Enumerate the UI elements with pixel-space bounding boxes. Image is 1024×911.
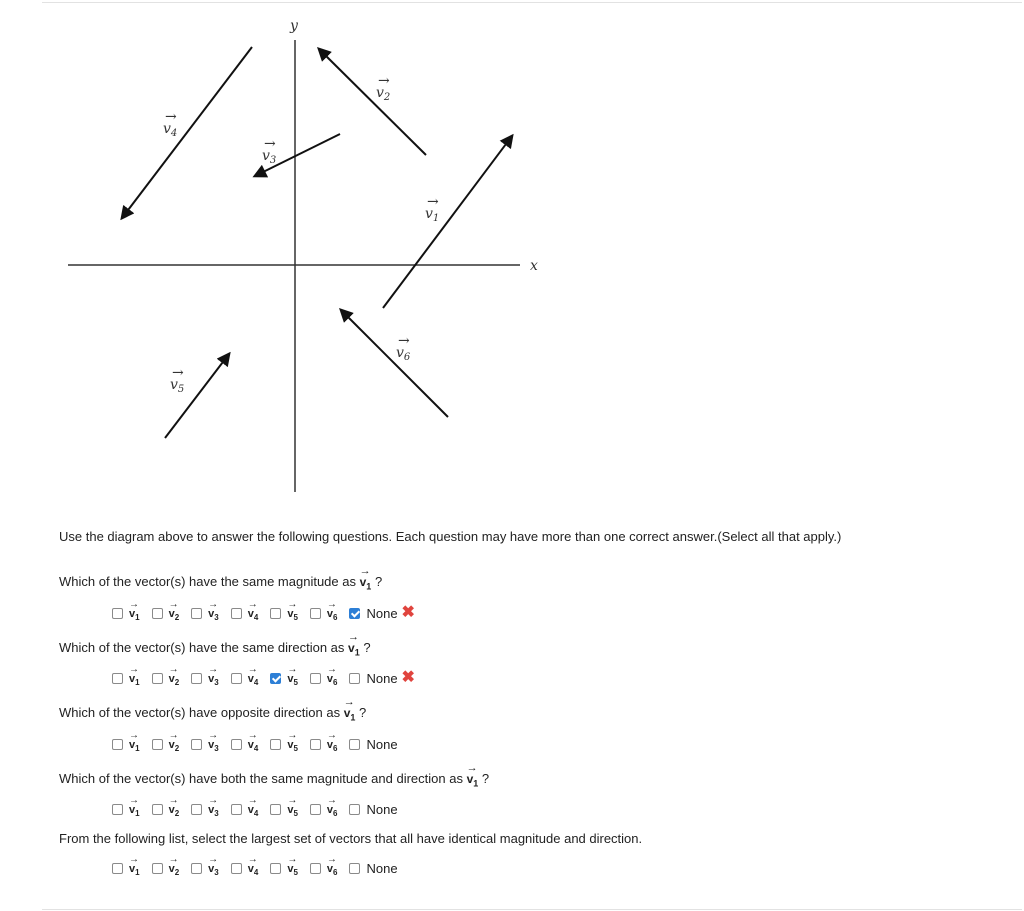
checkbox-v1[interactable] <box>112 673 123 684</box>
option-vector-label: → $v_3$ <box>208 664 219 688</box>
option-v1[interactable] <box>112 599 140 623</box>
incorrect-icon: ✖ <box>401 604 415 622</box>
option-v3[interactable] <box>191 854 219 878</box>
checkbox-v2[interactable] <box>152 863 163 874</box>
option-vector-label: → $v_6$ <box>326 854 338 878</box>
option-none-label: None <box>366 605 398 621</box>
checkbox-v3[interactable] <box>191 608 202 619</box>
question-ref-vector: → $v_1$ <box>343 696 356 723</box>
option-v2[interactable] <box>152 599 180 623</box>
checkbox-none[interactable] <box>349 608 360 619</box>
svg-text:→: → <box>165 109 177 125</box>
option-vector-label: → $v_4$ <box>247 664 259 688</box>
option-v5[interactable] <box>270 730 298 754</box>
option-vector-label: → $v_6$ <box>326 795 338 819</box>
checkbox-v5[interactable] <box>270 739 281 750</box>
options-row-1 <box>112 599 415 623</box>
y-axis-label: y <box>290 18 298 34</box>
options-row-4 <box>112 795 398 819</box>
question-suffix: ? <box>374 574 383 589</box>
checkbox-v6[interactable] <box>310 863 321 874</box>
option-vector-label: → $v_4$ <box>247 854 259 878</box>
option-v2[interactable] <box>152 730 180 754</box>
option-vector-label: → $v_1$ <box>129 795 140 819</box>
option-vector-label: → $v_1$ <box>129 730 140 754</box>
option-none[interactable] <box>349 737 397 752</box>
x-axis-label: x <box>530 258 538 274</box>
option-vector-label: → $v_1$ <box>129 854 140 878</box>
option-vector-label: → $v_3$ <box>208 599 219 623</box>
question-text: From the following list, select the largest set of vectors that all have identical magnitude and direction. <box>59 831 643 846</box>
option-vector-label: → $v_4$ <box>247 795 259 819</box>
option-v3[interactable] <box>191 795 219 819</box>
incorrect-icon: ✖ <box>401 669 415 687</box>
checkbox-v6[interactable] <box>310 673 321 684</box>
option-v5[interactable] <box>270 854 298 878</box>
checkbox-v3[interactable] <box>191 804 202 815</box>
question-3 <box>59 696 367 723</box>
option-vector-label: → $v_2$ <box>168 664 180 688</box>
svg-text:v6: $v_6$ <box>396 345 411 363</box>
checkbox-none[interactable] <box>349 863 360 874</box>
question-ref-vector: → $v_1$ <box>359 565 372 592</box>
checkbox-v4[interactable] <box>231 673 242 684</box>
vector-v6 <box>341 310 448 417</box>
option-v1[interactable] <box>112 795 140 819</box>
checkbox-none[interactable] <box>349 804 360 815</box>
option-vector-label: → $v_2$ <box>168 599 180 623</box>
question-suffix: ? <box>363 640 371 655</box>
option-vector-label: → $v_5$ <box>287 795 298 819</box>
svg-text:v5: $v_5$ <box>170 377 185 395</box>
option-none[interactable] <box>349 606 397 621</box>
option-vector-label: → $v_4$ <box>247 730 259 754</box>
option-none[interactable] <box>349 802 397 817</box>
option-vector-label: → $v_6$ <box>326 664 338 688</box>
svg-text:→: → <box>398 333 410 349</box>
option-v4[interactable] <box>231 599 259 623</box>
option-v4[interactable] <box>231 854 259 878</box>
option-vector-label: → $v_5$ <box>287 854 298 878</box>
question-5 <box>59 831 642 846</box>
label-v5 <box>170 365 184 395</box>
option-vector-label: → $v_1$ <box>129 664 140 688</box>
label-v6 <box>396 333 411 363</box>
vector-v4 <box>122 47 252 218</box>
checkbox-v4[interactable] <box>231 739 242 750</box>
checkbox-v3[interactable] <box>191 739 202 750</box>
vector-v2 <box>319 49 426 155</box>
option-vector-label: → $v_5$ <box>287 730 298 754</box>
svg-text:→: → <box>172 365 184 381</box>
option-none-label: None <box>366 860 398 876</box>
checkbox-v2[interactable] <box>152 739 163 750</box>
checkbox-v5[interactable] <box>270 863 281 874</box>
option-vector-label: → $v_4$ <box>247 599 259 623</box>
question-text: Which of the vector(s) have the same magnitude as <box>59 574 356 589</box>
checkbox-none[interactable] <box>349 739 360 750</box>
checkbox-v3[interactable] <box>191 673 202 684</box>
checkbox-v4[interactable] <box>231 863 242 874</box>
option-v3[interactable] <box>191 664 219 688</box>
checkbox-v2[interactable] <box>152 673 163 684</box>
option-v6[interactable] <box>310 795 338 819</box>
question-4 <box>59 762 490 789</box>
option-vector-label: → $v_1$ <box>129 599 140 623</box>
checkbox-v1[interactable] <box>112 863 123 874</box>
option-vector-label: → $v_2$ <box>168 730 180 754</box>
svg-text:→: → <box>264 136 276 152</box>
question-2 <box>59 631 371 658</box>
options-row-2 <box>112 664 415 688</box>
svg-text:v2: $v_2$ <box>376 85 391 103</box>
checkbox-none[interactable] <box>349 673 360 684</box>
option-vector-label: → $v_5$ <box>287 664 298 688</box>
vector-v1 <box>383 136 512 308</box>
option-vector-label: → $v_2$ <box>168 854 180 878</box>
checkbox-v6[interactable] <box>310 608 321 619</box>
label-v1 <box>425 194 439 224</box>
option-vector-label: → $v_6$ <box>326 730 338 754</box>
question-suffix: ? <box>481 771 490 786</box>
checkbox-v5[interactable] <box>270 804 281 815</box>
option-v2[interactable] <box>152 854 180 878</box>
option-v4[interactable] <box>231 795 259 819</box>
option-v5[interactable] <box>270 795 298 819</box>
instructions: Use the diagram above to answer the following questions. Each question may have more than one correct answer.(Select all that apply.) <box>59 529 842 544</box>
option-v5[interactable] <box>270 599 298 623</box>
svg-text:→: → <box>378 73 390 89</box>
question-1 <box>59 565 383 592</box>
options-row-3 <box>112 730 398 754</box>
checkbox-v2[interactable] <box>152 804 163 815</box>
checkbox-v5[interactable] <box>270 673 281 684</box>
question-text: Which of the vector(s) have the same direction as <box>59 640 345 655</box>
option-v4[interactable] <box>231 664 259 688</box>
question-suffix: ? <box>359 705 367 720</box>
checkbox-v1[interactable] <box>112 804 123 815</box>
option-v6[interactable] <box>310 730 338 754</box>
option-none[interactable] <box>349 861 397 876</box>
question-ref-vector: → $v_1$ <box>466 762 479 789</box>
option-none-label: None <box>366 801 398 817</box>
label-v3 <box>262 136 276 166</box>
option-v6[interactable] <box>310 854 338 878</box>
option-v1[interactable] <box>112 854 140 878</box>
checkbox-v4[interactable] <box>231 804 242 815</box>
option-none[interactable] <box>349 671 397 686</box>
question-text: Which of the vector(s) have opposite direction as <box>59 705 341 720</box>
question-ref-vector: → $v_1$ <box>348 631 360 658</box>
svg-text:v4: $v_4$ <box>163 121 178 139</box>
option-v6[interactable] <box>310 599 338 623</box>
svg-text:→: → <box>427 194 439 210</box>
checkbox-v6[interactable] <box>310 739 321 750</box>
option-none-label: None <box>366 736 398 752</box>
checkbox-v1[interactable] <box>112 608 123 619</box>
svg-text:v3: $v_3$ <box>262 148 277 166</box>
label-v4 <box>163 109 177 139</box>
option-vector-label: → $v_6$ <box>326 599 338 623</box>
option-vector-label: → $v_3$ <box>208 795 219 819</box>
checkbox-v2[interactable] <box>152 608 163 619</box>
checkbox-v6[interactable] <box>310 804 321 815</box>
option-vector-label: → $v_2$ <box>168 795 180 819</box>
svg-text:v1: $v_1$ <box>425 206 440 224</box>
option-vector-label: → $v_3$ <box>208 730 219 754</box>
checkbox-v4[interactable] <box>231 608 242 619</box>
checkbox-v5[interactable] <box>270 608 281 619</box>
option-vector-label: → $v_3$ <box>208 854 219 878</box>
option-v3[interactable] <box>191 730 219 754</box>
option-v1[interactable] <box>112 730 140 754</box>
options-row-5 <box>112 854 398 878</box>
option-v3[interactable] <box>191 599 219 623</box>
checkbox-v1[interactable] <box>112 739 123 750</box>
option-v5[interactable] <box>270 664 298 688</box>
option-vector-label: → $v_5$ <box>287 599 298 623</box>
option-none-label: None <box>366 670 398 686</box>
option-v2[interactable] <box>152 795 180 819</box>
option-v1[interactable] <box>112 664 140 688</box>
question-text: Which of the vector(s) have both the same magnitude and direction as <box>59 771 463 786</box>
checkbox-v3[interactable] <box>191 863 202 874</box>
option-v6[interactable] <box>310 664 338 688</box>
label-v2 <box>376 73 390 103</box>
option-v2[interactable] <box>152 664 180 688</box>
option-v4[interactable] <box>231 730 259 754</box>
